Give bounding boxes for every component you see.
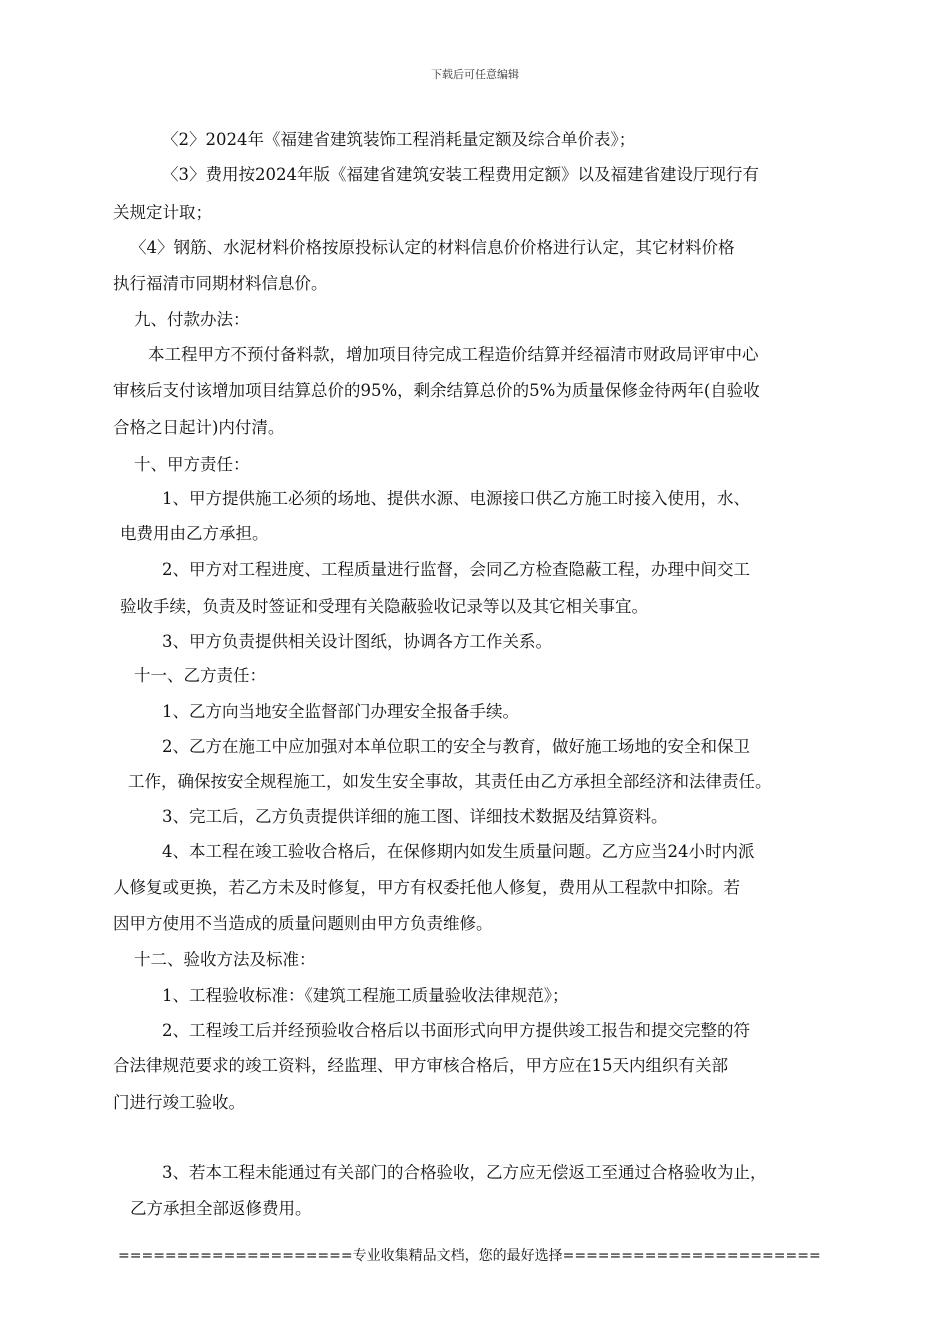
text-line: 3、完工后，乙方负责提供详细的施工图、详细技术数据及结算资料。 (162, 807, 668, 826)
text-line: 1、乙方向当地安全监督部门办理安全报备手续。 (162, 702, 519, 721)
text-line: 1、工程验收标准：《建筑工程施工质量验收法律规范》； (162, 986, 569, 1005)
text-line: 〈4〉钢筋、水泥材料价格按原投标认定的材料信息价价格进行认定，其它材料价格 (130, 238, 735, 257)
text-line: 验收手续，负责及时签证和受理有关隐蔽验收记录等以及其它相关事宜。 (120, 597, 648, 616)
text-line: 因甲方使用不当造成的质量问题则由甲方负责维修。 (113, 914, 493, 933)
text-line: 本工程甲方不预付备料款，增加项目待完成工程造价结算并经福清市财政局评审中心 (148, 345, 759, 364)
text-line: 〈3〉费用按2024年版《福建省建筑安装工程费用定额》以及福建省建设厅现行有 (162, 165, 759, 184)
text-line: 3、若本工程未能通过有关部门的合格验收，乙方应无偿返工至通过合格验收为止， (162, 1163, 767, 1182)
text-line: 工作，确保按安全规程施工，如发生安全事故，其责任由乙方承担全部经济和法律责任。 (128, 772, 772, 791)
page-header: 下载后可任意编辑 (431, 68, 519, 81)
text-line: 审核后支付该增加项目结算总价的95%，剩余结算总价的5%为质量保修金待两年(自验收 (113, 381, 760, 400)
text-line: 合法律规范要求的竣工资料，经监理、甲方审核合格后，甲方应在15天内组织有关部 (113, 1056, 728, 1075)
text-line: 关规定计取； (113, 203, 212, 222)
text-line: 2、甲方对工程进度、工程质量进行监督，会同乙方检查隐蔽工程，办理中间交工 (162, 560, 750, 579)
text-line: 执行福清市同期材料信息价。 (113, 274, 328, 293)
text-line: 1、甲方提供施工必须的场地、提供水源、电源接口供乙方施工时接入使用，水、 (162, 489, 750, 508)
section-heading: 九、付款办法： (134, 310, 250, 329)
text-line: 合格之日起计)内付清。 (113, 418, 285, 437)
text-line: 人修复或更换，若乙方未及时修复，甲方有权委托他人修复，费用从工程款中扣除。若 (113, 878, 740, 897)
text-line: 4、本工程在竣工验收合格后，在保修期内如发生质量问题。乙方应当24小时内派 (162, 842, 755, 861)
text-line: 2、工程竣工后并经预验收合格后以书面形式向甲方提供竣工报告和提交完整的符 (162, 1021, 750, 1040)
text-line: 电费用由乙方承担。 (120, 524, 269, 543)
text-line: 3、甲方负责提供相关设计图纸，协调各方工作关系。 (162, 632, 552, 651)
text-line: 2、乙方在施工中应加强对本单位职工的安全与教育，做好施工场地的安全和保卫 (162, 737, 750, 756)
text-line: 门进行竣工验收。 (113, 1093, 245, 1112)
page-footer: ====================专业收集精品文档，您的最好选择====================== (118, 1248, 821, 1264)
section-heading: 十二、验收方法及标准： (134, 950, 316, 969)
text-line: 〈2〉2024年《福建省建筑装饰工程消耗量定额及综合单价表》； (162, 130, 636, 149)
section-heading: 十、甲方责任： (134, 455, 250, 474)
text-line: 乙方承担全部返修费用。 (130, 1199, 312, 1218)
section-heading: 十一、乙方责任： (134, 666, 266, 685)
